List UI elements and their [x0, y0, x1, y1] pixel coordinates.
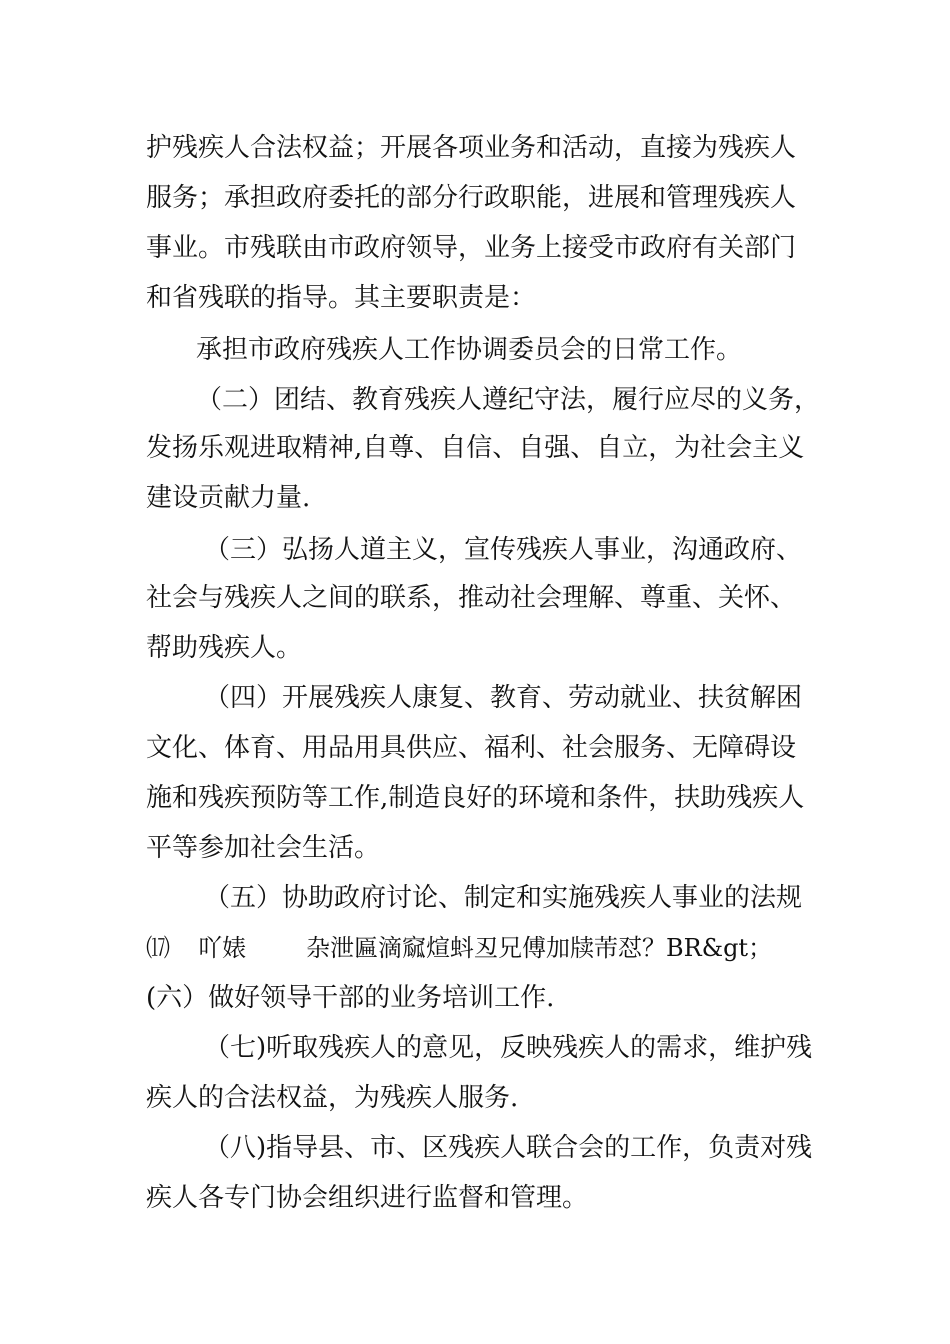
- paragraph-line: 和省残联的指导。其主要职责是：: [146, 283, 537, 313]
- paragraph-line: （三）弘扬人道主义，宣传残疾人事业，沟通政府、: [204, 535, 803, 565]
- paragraph-line: 发扬乐观进取精神,自尊、自信、自强、自立，为社会主义: [146, 433, 805, 463]
- paragraph-line: 文化、体育、用品用具供应、福利、社会服务、无障碍设: [146, 733, 797, 763]
- garbled-fragment: ⒄: [146, 934, 170, 962]
- garbled-fragment: 杂泄匾滴窳煊蚪丒兄傅加牍芾怼？BR&gt；: [306, 934, 773, 962]
- paragraph-line: 施和残疾预防等工作,制造良好的环境和条件，扶助残疾人: [146, 783, 805, 813]
- paragraph-line: 疾人各专门协会组织进行监督和管理。: [146, 1183, 589, 1213]
- paragraph-line: 服务；承担政府委托的部分行政职能，进展和管理残疾人: [146, 183, 797, 213]
- garbled-fragment: 吖婊: [198, 934, 246, 962]
- paragraph-line: （二）团结、教育残疾人遵纪守法，履行应尽的义务，: [196, 385, 821, 415]
- paragraph-line: 承担市政府残疾人工作协调委员会的日常工作。: [196, 335, 743, 365]
- paragraph-line: （八)指导县、市、区残疾人联合会的工作，负责对残: [204, 1133, 813, 1163]
- paragraph-line: 社会与残疾人之间的联系，推动社会理解、尊重、关怀、: [146, 583, 797, 613]
- paragraph-line: 平等参加社会生活。: [146, 833, 381, 863]
- paragraph-line: 护残疾人合法权益；开展各项业务和活动，直接为残疾人: [146, 133, 797, 163]
- paragraph-line: (六）做好领导干部的业务培训工作.: [146, 983, 555, 1013]
- paragraph-line: 事业。市残联由市政府领导，业务上接受市政府有关部门: [146, 233, 797, 263]
- paragraph-line: 疾人的合法权益，为残疾人服务.: [146, 1083, 519, 1113]
- paragraph-line: 帮助残疾人。: [146, 633, 303, 663]
- paragraph-line: （四）开展残疾人康复、教育、劳动就业、扶贫解困: [204, 683, 803, 713]
- paragraph-line: （七)听取残疾人的意见，反映残疾人的需求，维护残: [204, 1033, 813, 1063]
- paragraph-line: （五）协助政府讨论、制定和实施残疾人事业的法规: [204, 883, 803, 913]
- paragraph-line: 建设贡献力量.: [146, 483, 311, 513]
